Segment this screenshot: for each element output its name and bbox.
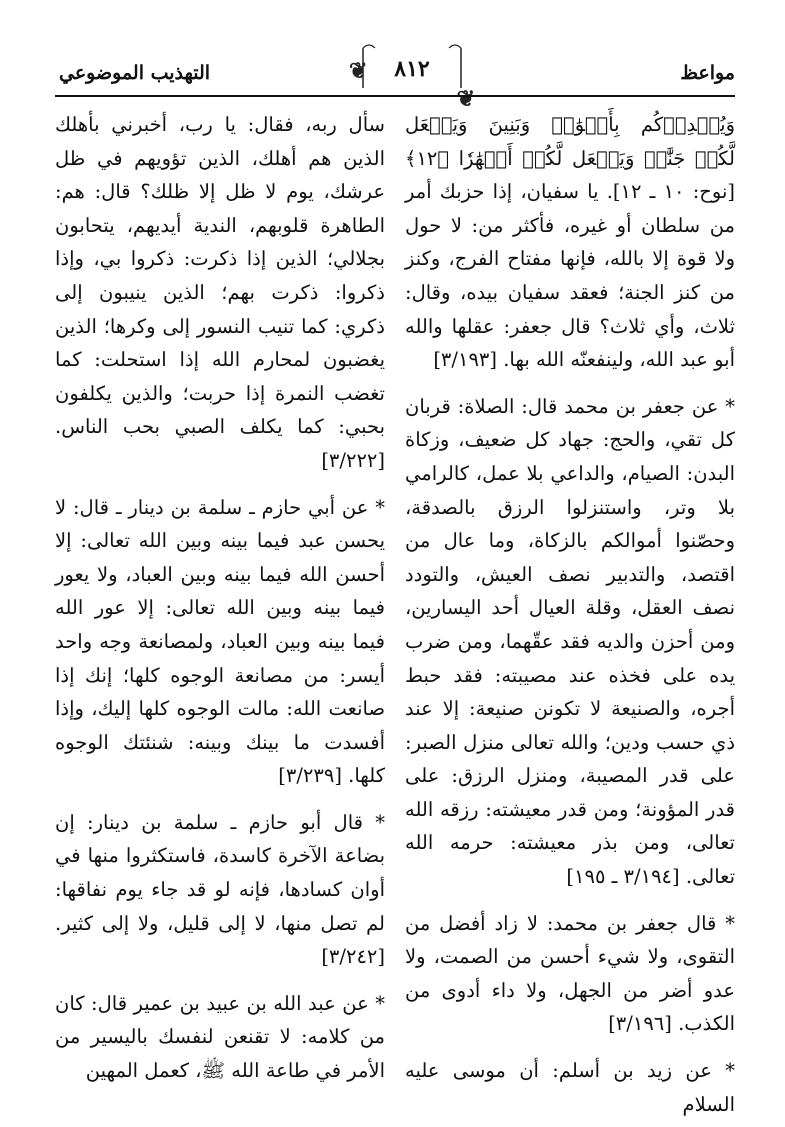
page-number-frame-icon bbox=[345, 40, 479, 92]
paragraph: * عن عبد الله بن عبيد بن عمير قال: كان من كلامه: لا تقنعن لنفسك باليسير من الأمر في طاعة الله ﷺ، كعمل المهين bbox=[55, 991, 385, 1083]
page-number: ٨١٢ bbox=[394, 56, 430, 82]
paragraph: وَيُمۡدِدۡكُم بِأَمۡوَٰلٖ وَبَنِينَ وَيَجۡعَل لَّكُمۡ جَنَّٰتٖ وَيَجۡعَل لَّكُمۡ أَنۡهَٰرٗا ﴿١٢﴾ [نوح: ١٠ ـ ١٢]. يا سفيان، إذا حزبك أمر من سلطان أو غيره، فأكثر من: لا حول ولا قوة إلا بالله، فإنها مفتاح الفرج، وكنز من كنز الجنة؛ فعقد سفيان بيده، وقال: ثلاث، وأي ثلاث؟ قال جعفر: عقلها والله أبو عبد الله، ولينفعنّه الله بها. [٣/١٩٣] bbox=[405, 113, 735, 372]
section-title: مواعظ bbox=[680, 62, 735, 84]
paragraph: سأل ربه، فقال: يا رب، أخبرني بأهلك الذين هم أهلك، الذين تؤويهم في ظل عرشك، يوم لا ظل إلا ظلك؟ قال: هم: الطاهرة قلوبهم، الندية أيديهم، يتحابون بجلالي؛ الذين إذا ذكرت: ذكروا بي، وإذا ذكروا: ذكرت بهم؛ الذين ينيبون إلى ذكري: كما تنيب النسور إلى وكرها؛ الذين يغضبون لمحارم الله إذا استحلت: كما تغضب النمرة إذا حربت؛ والذين يكلفون بحبي: كما يكلف الصبي بحب الناس. [٣/٢٢٢] bbox=[55, 113, 385, 472]
paragraph: * قال أبو حازم ـ سلمة بن دينار: إن بضاعة الآخرة كاسدة، فاستكثروا منها في أوان كسادها، فإنه لو قد جاء يوم نفاقها: لم تصل منها، لا إلى قليل، ولا إلى كثير. [٣/٢٤٢] bbox=[55, 810, 385, 969]
paragraph: * عن زيد بن أسلم: أن موسى عليه السلام bbox=[405, 1059, 735, 1116]
paragraph: * عن أبي حازم ـ سلمة بن دينار ـ قال: لا يحسن عبد فيما بينه وبين الله تعالى: إلا أحسن الله فيما بينه وبين العباد، ولا يعور فيما بينه وبين الله تعالى: إلا عور الله فيما بينه وبين العباد، ولمصانعة وجه واحد أيسر: من مصانعة الوجوه كلها؛ إنك إذا صانعت الله: مالت الوجوه كلها إليك، وإذا أفسدت ما بينك وبينه: شنئتك الوجوه كلها. [٣/٢٣٩] bbox=[55, 495, 385, 788]
page-number-frame bbox=[345, 40, 479, 112]
corner-ornament-icon: ❦ bbox=[456, 86, 475, 112]
book-title: التهذيب الموضوعي bbox=[59, 62, 211, 84]
running-header bbox=[55, 40, 735, 112]
paragraph: * عن جعفر بن محمد قال: الصلاة: قربان كل تقي، والحج: جهاد كل ضعيف، وزكاة البدن: الصيام، والداعي بلا عمل، كالرامي بلا وتر، واستنزلوا الرزق بالصدقة، وحصّنوا أموالكم بالزكاة، وما عال من اقتصد، والتدبير نصف العيش، والتودد نصف العقل، وقلة العيال أحد اليسارين، ومن أحزن والديه فقد عقّهما، ومن ضرب يده على فخذه عند مصيبته: فقد حبط أجره، والصنيعة لا تكونن صنيعة: إلا عند ذي حسب ودين؛ والله تعالى منزل الصبر: على قدر المصيبة، ومنزل الرزق: على قدر المؤونة؛ ومن قدر معيشته: رزقه الله تعالى، ومن بذر معيشته: حرمه الله تعالى. [٣/١٩٤ ـ ١٩٥] bbox=[405, 394, 735, 889]
header-rule bbox=[55, 95, 735, 97]
left-column bbox=[55, 108, 385, 1088]
right-column bbox=[405, 108, 735, 1121]
paragraph: * قال جعفر بن محمد: لا زاد أفضل من التقوى، ولا شيء أحسن من الصمت، ولا عدو أضر من الجهل، ولا داء أدوى من الكذب. [٣/١٩٦] bbox=[405, 911, 735, 1036]
corner-ornament-icon: ❦ bbox=[349, 58, 368, 84]
